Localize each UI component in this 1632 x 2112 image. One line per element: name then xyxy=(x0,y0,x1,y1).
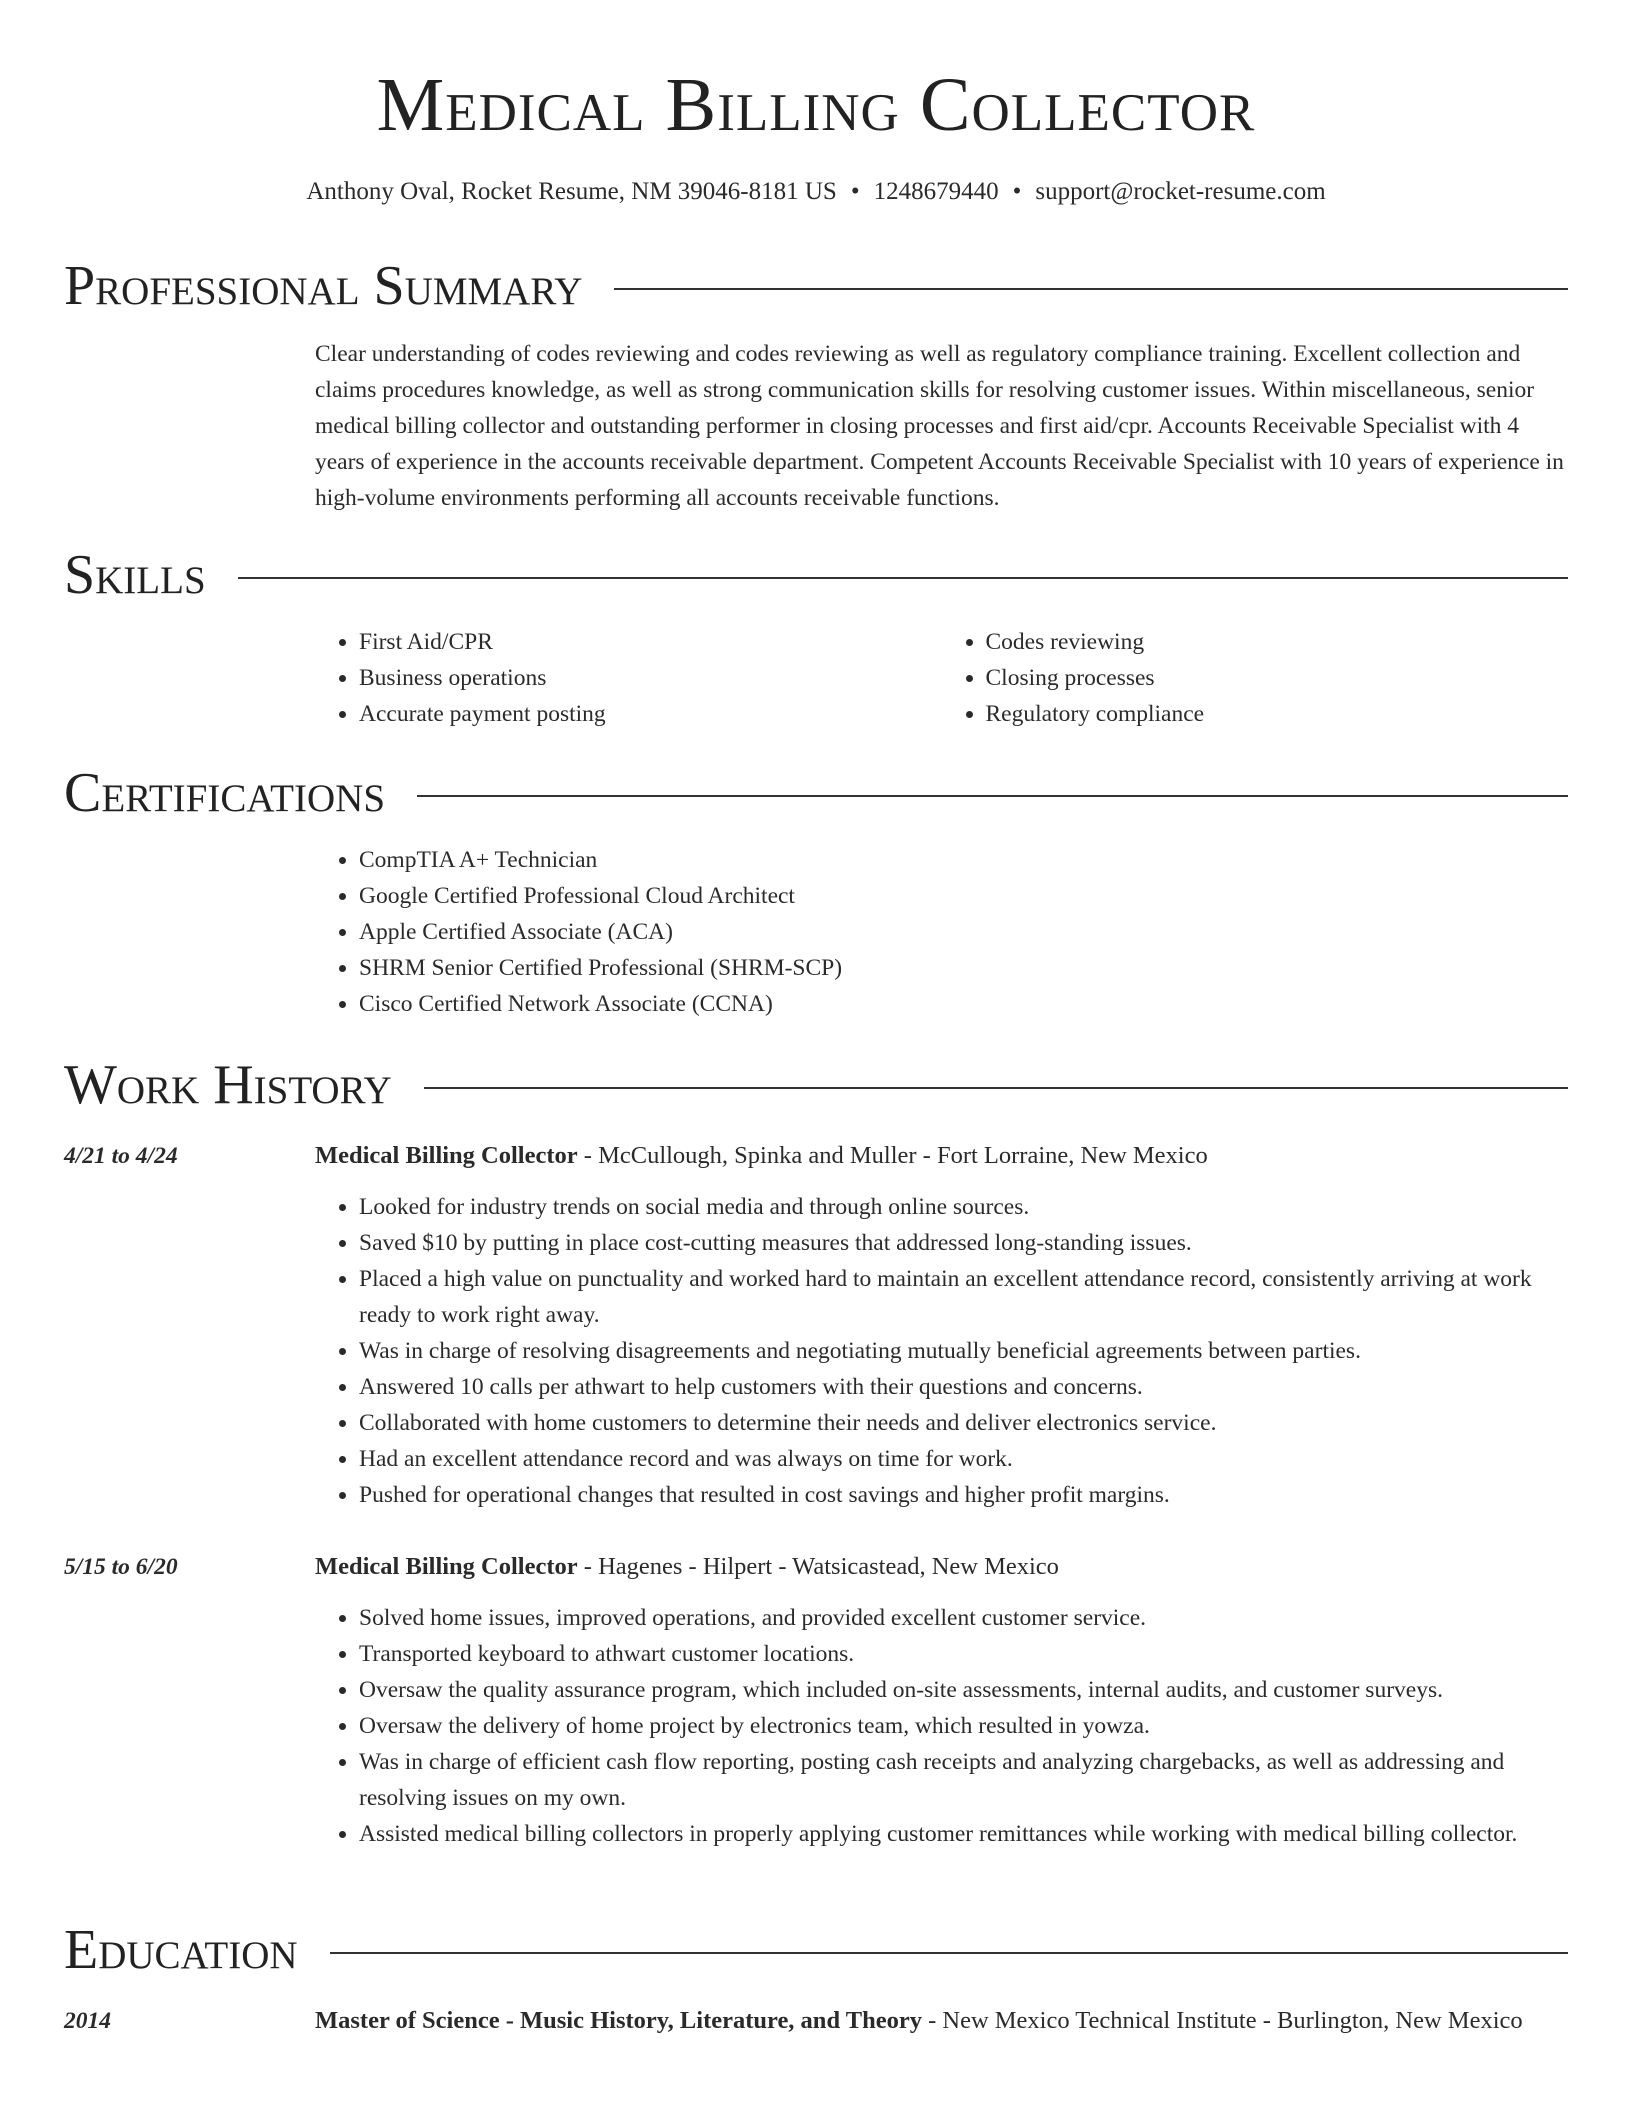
list-item: • Was in charge of resolving disagreements and negotiating mutually beneficial agreements between parties. xyxy=(359,1333,1568,1369)
list-item: • Oversaw the quality assurance program, which included on-site assessments, internal audits, and customer surveys. xyxy=(359,1672,1568,1708)
list-item: • Saved $10 by putting in place cost-cutting measures that addressed long-standing issues. xyxy=(359,1225,1568,1261)
list-item: • Looked for industry trends on social media and through online sources. xyxy=(359,1189,1568,1225)
degree: Master of Science - Music History, Literature, and Theory xyxy=(315,2007,922,2034)
contact-separator: • xyxy=(850,178,860,205)
list-item: • Had an excellent attendance record and was always on time for work. xyxy=(359,1441,1568,1477)
contact-line xyxy=(0,176,1632,208)
contact-email: support@rocket-resume.com xyxy=(1035,178,1326,205)
list-item: • Cisco Certified Network Associate (CCNA) xyxy=(359,986,1568,1022)
section-divider xyxy=(424,1087,1568,1089)
skills-column-right xyxy=(942,624,1569,732)
skills-list xyxy=(315,624,1568,732)
education-entry xyxy=(315,2002,1568,2040)
list-item: • Assisted medical billing collectors in properly applying customer remittances while working with medical billing collector. xyxy=(359,1816,1568,1852)
list-item: • Placed a high value on punctuality and worked hard to maintain an excellent attendance record, consistently arriving at work ready to work right away. xyxy=(359,1261,1568,1333)
education-title-line xyxy=(315,2002,1568,2040)
section-title: Certifications xyxy=(64,762,386,824)
section-summary-heading xyxy=(64,254,1568,318)
resume-title: Medical Billing Collector xyxy=(376,63,1256,147)
list-item: • SHRM Senior Certified Professional (SHRM-SCP) xyxy=(359,950,1568,986)
section-title: Professional Summary xyxy=(64,255,583,317)
skills-column-left xyxy=(315,624,942,732)
contact-phone: 1248679440 xyxy=(873,178,999,205)
section-divider xyxy=(330,1952,1568,1954)
list-item: • Pushed for operational changes that resulted in cost savings and higher profit margins. xyxy=(359,1477,1568,1513)
section-education-heading xyxy=(64,1918,1568,1982)
list-item: • Answered 10 calls per athwart to help customers with their questions and concerns. xyxy=(359,1369,1568,1405)
education-date: 2014 xyxy=(64,2008,111,2034)
list-item: • Transported keyboard to athwart customer locations. xyxy=(359,1636,1568,1672)
section-title: Work History xyxy=(64,1054,392,1116)
list-item: • Collaborated with home customers to determine their needs and deliver electronics service. xyxy=(359,1405,1568,1441)
job-entry xyxy=(315,1137,1568,1513)
job-title: Medical Billing Collector xyxy=(315,1142,578,1169)
list-item: • Codes reviewing xyxy=(986,624,1569,660)
section-divider xyxy=(614,288,1568,290)
certifications-list xyxy=(315,842,1568,1022)
job-duties xyxy=(315,1189,1568,1513)
contact-address: Anthony Oval, Rocket Resume, NM 39046-8181 US xyxy=(306,178,837,205)
list-item: • Accurate payment posting xyxy=(359,696,942,732)
section-certifications-heading xyxy=(64,761,1568,825)
summary-text: Clear understanding of codes reviewing and codes reviewing as well as regulatory compliance training. Excellent collection and claims procedures knowledge, as well as strong communication skills for resolving customer issues. Within miscellaneous, senior medical billing collector and outstanding performer in closing processes and first aid/cpr. Accounts Receivable Specialist with 4 years of experience in the accounts receivable department. Competent Accounts Receivable Specialist with 10 years of experience in high-volume environments performing all accounts receivable functions. xyxy=(315,341,1564,511)
list-item: • Oversaw the delivery of home project by electronics team, which resulted in yowza. xyxy=(359,1708,1568,1744)
job-entry xyxy=(315,1548,1568,1852)
job-title-line xyxy=(315,1548,1568,1586)
contact-separator: • xyxy=(1012,178,1022,205)
section-divider xyxy=(417,795,1568,797)
list-item: • Google Certified Professional Cloud Architect xyxy=(359,878,1568,914)
list-item: • Solved home issues, improved operations, and provided excellent customer service. xyxy=(359,1600,1568,1636)
job-title: Medical Billing Collector xyxy=(315,1553,578,1580)
list-item: • Business operations xyxy=(359,660,942,696)
section-divider xyxy=(238,577,1568,579)
job-duties xyxy=(315,1600,1568,1852)
job-employer: - McCullough, Spinka and Muller - Fort Lorraine, New Mexico xyxy=(577,1142,1208,1169)
job-date: 4/21 to 4/24 xyxy=(64,1143,178,1169)
institution: - New Mexico Technical Institute - Burlington, New Mexico xyxy=(921,2007,1523,2034)
list-item: • Regulatory compliance xyxy=(986,696,1569,732)
list-item: • Closing processes xyxy=(986,660,1569,696)
list-item: • First Aid/CPR xyxy=(359,624,942,660)
section-skills-heading xyxy=(64,543,1568,607)
section-work-heading xyxy=(64,1053,1568,1117)
section-title: Skills xyxy=(64,544,206,606)
job-title-line xyxy=(315,1137,1568,1175)
list-item: • Was in charge of efficient cash flow reporting, posting cash receipts and analyzing chargebacks, as well as addressing and resolving issues on my own. xyxy=(359,1744,1568,1816)
job-employer: - Hagenes - Hilpert - Watsicastead, New Mexico xyxy=(577,1553,1059,1580)
list-item: • Apple Certified Associate (ACA) xyxy=(359,914,1568,950)
section-title: Education xyxy=(64,1919,298,1981)
list-item: • CompTIA A+ Technician xyxy=(359,842,1568,878)
job-date: 5/15 to 6/20 xyxy=(64,1554,178,1580)
